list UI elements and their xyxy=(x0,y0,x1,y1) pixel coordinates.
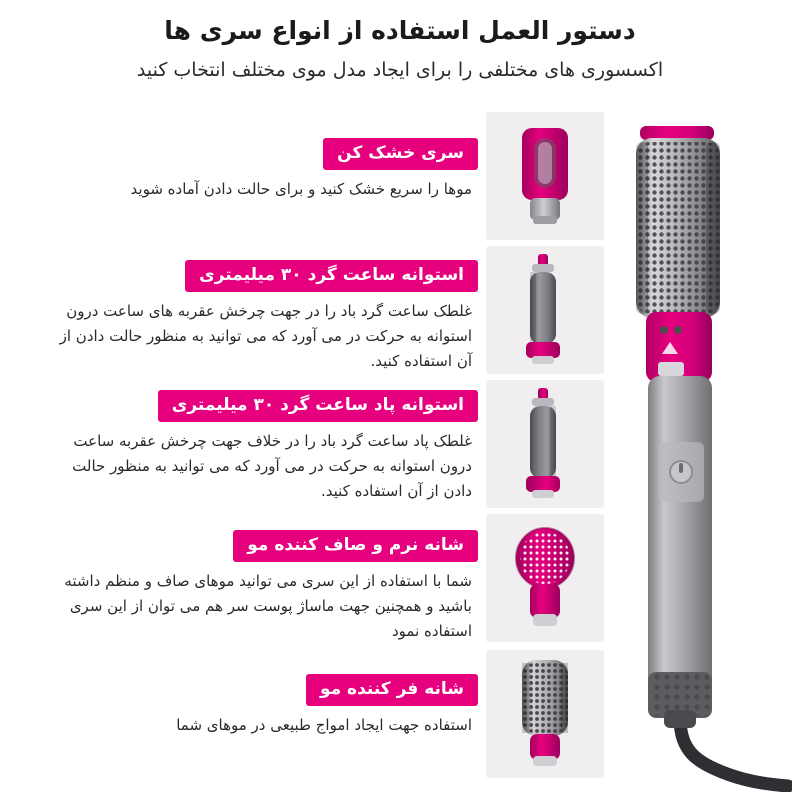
accessory-title: شانه فر کننده مو xyxy=(306,674,478,706)
hair-styler-illustration xyxy=(602,112,792,792)
accessory-thumbnail xyxy=(486,514,604,642)
accessory-description: موها را سریع خشک کنید و برای حالت دادن آماده شوید xyxy=(130,180,472,199)
product-image xyxy=(602,112,792,792)
accessory-text xyxy=(4,650,478,738)
soft-smoothing-brush-icon xyxy=(486,514,604,642)
accessory-title: استوانه ساعت گرد ۳۰ میلیمتری xyxy=(185,260,478,292)
accessory-text xyxy=(4,112,478,202)
accessory-description: استفاده جهت ایجاد امواج طبیعی در موهای شما xyxy=(176,716,472,735)
accessory-list xyxy=(4,112,604,784)
power-cable xyxy=(680,718,788,786)
page-header xyxy=(0,14,800,85)
page-subtitle: اکسسوری های مختلفی را برای ایجاد مدل موی مختلف انتخاب کنید xyxy=(136,58,664,81)
accessory-thumbnail xyxy=(486,112,604,240)
list-item xyxy=(4,246,604,374)
accessory-description: غلطک پاد ساعت گرد باد را در خلاف جهت چرخش عقربه ساعت درون استوانه به حرکت در می آورد که می توانید به منظور حالت دادن از آن استفاده کنید. xyxy=(72,432,472,500)
list-item xyxy=(4,514,604,644)
list-item xyxy=(4,650,604,778)
accessory-description: شما با استفاده از این سری می توانید موهای صاف و منظم داشته باشید و همچنین جهت ماساژ پوست سر هم می توان از این سری استفاده نمود xyxy=(64,572,472,640)
accessory-title: استوانه پاد ساعت گرد ۳۰ میلیمتری xyxy=(158,390,478,422)
page-title: دستور العمل استفاده از انواع سری ها xyxy=(164,16,636,45)
accessory-thumbnail xyxy=(486,246,604,374)
brush-cap xyxy=(640,126,714,140)
counterclockwise-barrel-icon xyxy=(486,380,604,508)
list-item xyxy=(4,112,604,240)
accessory-title: شانه نرم و صاف کننده مو xyxy=(233,530,478,562)
curling-brush-icon xyxy=(486,650,604,778)
accessory-text xyxy=(4,514,478,644)
accessory-title: سری خشک کن xyxy=(323,138,478,170)
accessory-description: غلطک ساعت گرد باد را در جهت چرخش عقربه های ساعت درون استوانه به حرکت در می آورد که می توانید به منظور حالت دادن از آن استفاده کنید. xyxy=(59,302,472,370)
accessory-thumbnail xyxy=(486,380,604,508)
accessory-text xyxy=(4,246,478,374)
list-item xyxy=(4,380,604,508)
clockwise-barrel-icon xyxy=(486,246,604,374)
dryer-head-icon xyxy=(486,112,604,240)
styler-body xyxy=(648,376,712,706)
accessory-thumbnail xyxy=(486,650,604,778)
accessory-text xyxy=(4,380,478,504)
